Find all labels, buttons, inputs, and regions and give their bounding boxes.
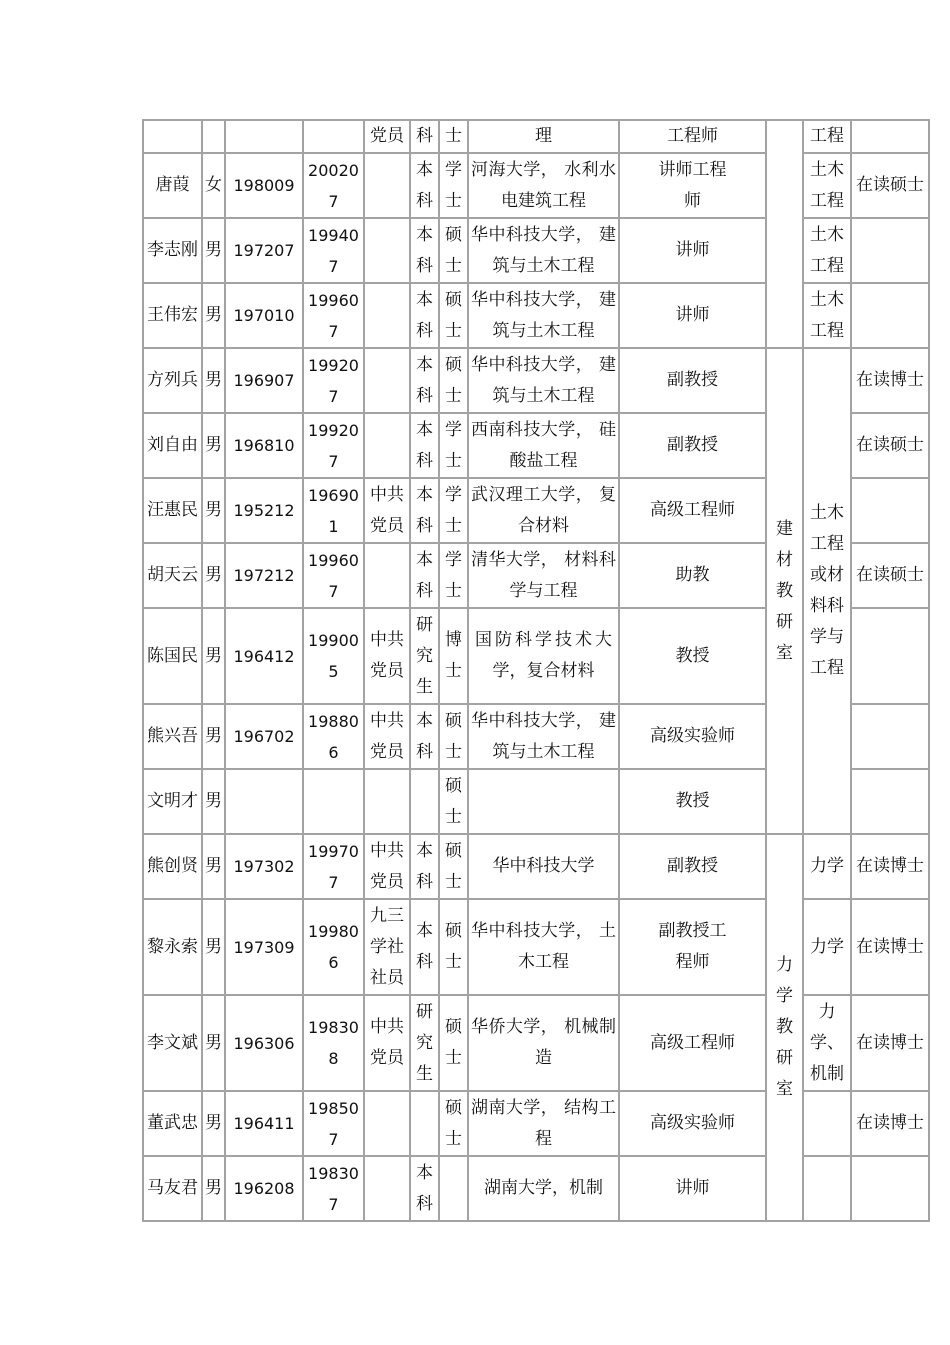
name-cell: 文明才: [143, 769, 202, 834]
education-cell: 本科: [410, 218, 439, 283]
title-cell: 教授: [619, 769, 766, 834]
name-cell: 熊兴吾: [143, 704, 202, 769]
start-cell: 199607: [303, 283, 364, 348]
education-cell: 本科: [410, 283, 439, 348]
birth-cell: 197302: [225, 834, 303, 899]
gender-cell: 男: [202, 899, 225, 995]
study-cell: [851, 218, 929, 283]
title-cell: 讲师工程师: [619, 153, 766, 218]
politics-cell: 中共党员: [364, 608, 410, 704]
name-cell: 刘自由: [143, 413, 202, 478]
degree-cell: 士: [439, 120, 468, 153]
gender-cell: 男: [202, 608, 225, 704]
birth-cell: 197207: [225, 218, 303, 283]
degree-cell: 硕士: [439, 348, 468, 413]
degree-cell: 硕士: [439, 218, 468, 283]
politics-cell: 党员: [364, 120, 410, 153]
education-cell: 本科: [410, 478, 439, 543]
table-row: [143, 834, 929, 899]
education-cell: 研究生: [410, 995, 439, 1091]
table-row: [143, 283, 929, 348]
name-cell: 唐葭: [143, 153, 202, 218]
study-cell: [851, 704, 929, 769]
major-cell: 华中科技大学， 建筑与土木工程: [468, 283, 619, 348]
discipline-cell: 力学、机制: [803, 995, 851, 1091]
gender-cell: 女: [202, 153, 225, 218]
degree-cell: 硕士: [439, 283, 468, 348]
gender-cell: 男: [202, 1091, 225, 1156]
start-cell: 199407: [303, 218, 364, 283]
start-cell: 199806: [303, 899, 364, 995]
gender-cell: 男: [202, 1156, 225, 1221]
gender-cell: 男: [202, 995, 225, 1091]
degree-cell: 硕士: [439, 899, 468, 995]
major-cell: 华中科技大学， 土木工程: [468, 899, 619, 995]
start-cell: 200207: [303, 153, 364, 218]
discipline-cell: 土木工程: [803, 153, 851, 218]
start-cell: [303, 769, 364, 834]
birth-cell: 196810: [225, 413, 303, 478]
start-cell: 198307: [303, 1156, 364, 1221]
start-cell: 199207: [303, 413, 364, 478]
gender-cell: 男: [202, 413, 225, 478]
gender-cell: 男: [202, 283, 225, 348]
degree-cell: 学士: [439, 413, 468, 478]
study-cell: 在读硕士: [851, 153, 929, 218]
name-cell: 董武忠: [143, 1091, 202, 1156]
title-cell: 助教: [619, 543, 766, 608]
study-cell: [851, 769, 929, 834]
politics-cell: [364, 543, 410, 608]
birth-cell: 198009: [225, 153, 303, 218]
major-cell: 华中科技大学， 建筑与土木工程: [468, 348, 619, 413]
study-cell: [851, 120, 929, 153]
study-cell: 在读博士: [851, 1091, 929, 1156]
title-cell: 副教授: [619, 413, 766, 478]
start-cell: 198308: [303, 995, 364, 1091]
education-cell: 本科: [410, 834, 439, 899]
title-cell: 副教授: [619, 348, 766, 413]
degree-cell: 学士: [439, 153, 468, 218]
major-cell: 华侨大学， 机械制造: [468, 995, 619, 1091]
education-cell: 本科: [410, 153, 439, 218]
politics-cell: [364, 153, 410, 218]
politics-cell: [364, 769, 410, 834]
table-row: [143, 1156, 929, 1221]
discipline-cell: [803, 1156, 851, 1221]
start-cell: 199607: [303, 543, 364, 608]
table-row: [143, 153, 929, 218]
discipline-cell: 力学: [803, 899, 851, 995]
politics-cell: [364, 218, 410, 283]
politics-cell: [364, 348, 410, 413]
discipline-cell: 土木工程: [803, 283, 851, 348]
study-cell: [851, 1156, 929, 1221]
degree-cell: 硕士: [439, 834, 468, 899]
name-cell: 陈国民: [143, 608, 202, 704]
degree-cell: 学士: [439, 543, 468, 608]
education-cell: 科: [410, 120, 439, 153]
birth-cell: 196306: [225, 995, 303, 1091]
major-cell: 国防科学技术大学，复合材料: [468, 608, 619, 704]
major-cell: 西南科技大学， 硅酸盐工程: [468, 413, 619, 478]
birth-cell: 195212: [225, 478, 303, 543]
study-cell: [851, 478, 929, 543]
lab-cell: 力学教研室: [766, 834, 803, 1221]
study-cell: 在读硕士: [851, 543, 929, 608]
politics-cell: [364, 413, 410, 478]
birth-cell: 196208: [225, 1156, 303, 1221]
study-cell: 在读博士: [851, 995, 929, 1091]
title-cell: 副教授工程师: [619, 899, 766, 995]
discipline-cell: [803, 1091, 851, 1156]
gender-cell: 男: [202, 769, 225, 834]
education-cell: [410, 769, 439, 834]
major-cell: 理: [468, 120, 619, 153]
name-cell: 李文斌: [143, 995, 202, 1091]
education-cell: [410, 1091, 439, 1156]
degree-cell: 硕士: [439, 1091, 468, 1156]
education-cell: 本科: [410, 704, 439, 769]
start-cell: 198806: [303, 704, 364, 769]
education-cell: 本科: [410, 543, 439, 608]
major-cell: 河海大学， 水利水电建筑工程: [468, 153, 619, 218]
start-cell: 198507: [303, 1091, 364, 1156]
gender-cell: 男: [202, 704, 225, 769]
major-cell: 华中科技大学， 建筑与土木工程: [468, 218, 619, 283]
title-cell: 高级工程师: [619, 478, 766, 543]
title-cell: 工程师: [619, 120, 766, 153]
start-cell: 199707: [303, 834, 364, 899]
study-cell: 在读博士: [851, 899, 929, 995]
start-cell: 196901: [303, 478, 364, 543]
name-cell: 熊创贤: [143, 834, 202, 899]
table-row: [143, 218, 929, 283]
politics-cell: [364, 1091, 410, 1156]
title-cell: 讲师: [619, 283, 766, 348]
politics-cell: 九三学社社员: [364, 899, 410, 995]
degree-cell: 学士: [439, 478, 468, 543]
major-cell: 华中科技大学， 建筑与土木工程: [468, 704, 619, 769]
table-row: [143, 348, 929, 413]
degree-cell: [439, 1156, 468, 1221]
education-cell: 本科: [410, 348, 439, 413]
title-cell: 副教授: [619, 834, 766, 899]
study-cell: [851, 608, 929, 704]
gender-cell: 男: [202, 543, 225, 608]
birth-cell: 196412: [225, 608, 303, 704]
lab-cell: [766, 120, 803, 348]
start-cell: 199207: [303, 348, 364, 413]
study-cell: 在读博士: [851, 834, 929, 899]
title-cell: 高级实验师: [619, 704, 766, 769]
major-cell: [468, 769, 619, 834]
title-cell: 高级实验师: [619, 1091, 766, 1156]
name-cell: 马友君: [143, 1156, 202, 1221]
study-cell: [851, 283, 929, 348]
discipline-cell: 工程: [803, 120, 851, 153]
politics-cell: [364, 1156, 410, 1221]
table-row: [143, 995, 929, 1091]
birth-cell: 197010: [225, 283, 303, 348]
name-cell: 汪惠民: [143, 478, 202, 543]
birth-cell: 196411: [225, 1091, 303, 1156]
degree-cell: 硕士: [439, 995, 468, 1091]
table-row: [143, 899, 929, 995]
birth-cell: 197212: [225, 543, 303, 608]
name-cell: 胡天云: [143, 543, 202, 608]
birth-cell: 196702: [225, 704, 303, 769]
table-row: [143, 1091, 929, 1156]
education-cell: 本科: [410, 413, 439, 478]
major-cell: 湖南大学， 结构工程: [468, 1091, 619, 1156]
start-cell: 199005: [303, 608, 364, 704]
degree-cell: 硕士: [439, 704, 468, 769]
discipline-cell: 土木工程或材料科学与工程: [803, 348, 851, 834]
politics-cell: [364, 283, 410, 348]
birth-cell: [225, 120, 303, 153]
discipline-cell: 力学: [803, 834, 851, 899]
gender-cell: 男: [202, 834, 225, 899]
education-cell: 本科: [410, 899, 439, 995]
start-cell: [303, 120, 364, 153]
title-cell: 高级工程师: [619, 995, 766, 1091]
discipline-cell: 土木工程: [803, 218, 851, 283]
title-cell: 讲师: [619, 1156, 766, 1221]
education-cell: 研究生: [410, 608, 439, 704]
name-cell: 李志刚: [143, 218, 202, 283]
birth-cell: 197309: [225, 899, 303, 995]
major-cell: 华中科技大学: [468, 834, 619, 899]
major-cell: 武汉理工大学， 复合材料: [468, 478, 619, 543]
name-cell: 黎永索: [143, 899, 202, 995]
degree-cell: 博士: [439, 608, 468, 704]
politics-cell: 中共党员: [364, 704, 410, 769]
study-cell: 在读博士: [851, 348, 929, 413]
birth-cell: [225, 769, 303, 834]
title-cell: 讲师: [619, 218, 766, 283]
politics-cell: 中共党员: [364, 995, 410, 1091]
name-cell: [143, 120, 202, 153]
gender-cell: [202, 120, 225, 153]
study-cell: 在读硕士: [851, 413, 929, 478]
politics-cell: 中共党员: [364, 834, 410, 899]
gender-cell: 男: [202, 218, 225, 283]
gender-cell: 男: [202, 478, 225, 543]
table-row: [143, 120, 929, 153]
name-cell: 方列兵: [143, 348, 202, 413]
birth-cell: 196907: [225, 348, 303, 413]
politics-cell: 中共党员: [364, 478, 410, 543]
name-cell: 王伟宏: [143, 283, 202, 348]
education-cell: 本科: [410, 1156, 439, 1221]
degree-cell: 硕士: [439, 769, 468, 834]
gender-cell: 男: [202, 348, 225, 413]
lab-cell: 建材教研室: [766, 348, 803, 834]
major-cell: 清华大学， 材料科学与工程: [468, 543, 619, 608]
staff-table: [142, 119, 930, 1222]
major-cell: 湖南大学，机制: [468, 1156, 619, 1221]
title-cell: 教授: [619, 608, 766, 704]
